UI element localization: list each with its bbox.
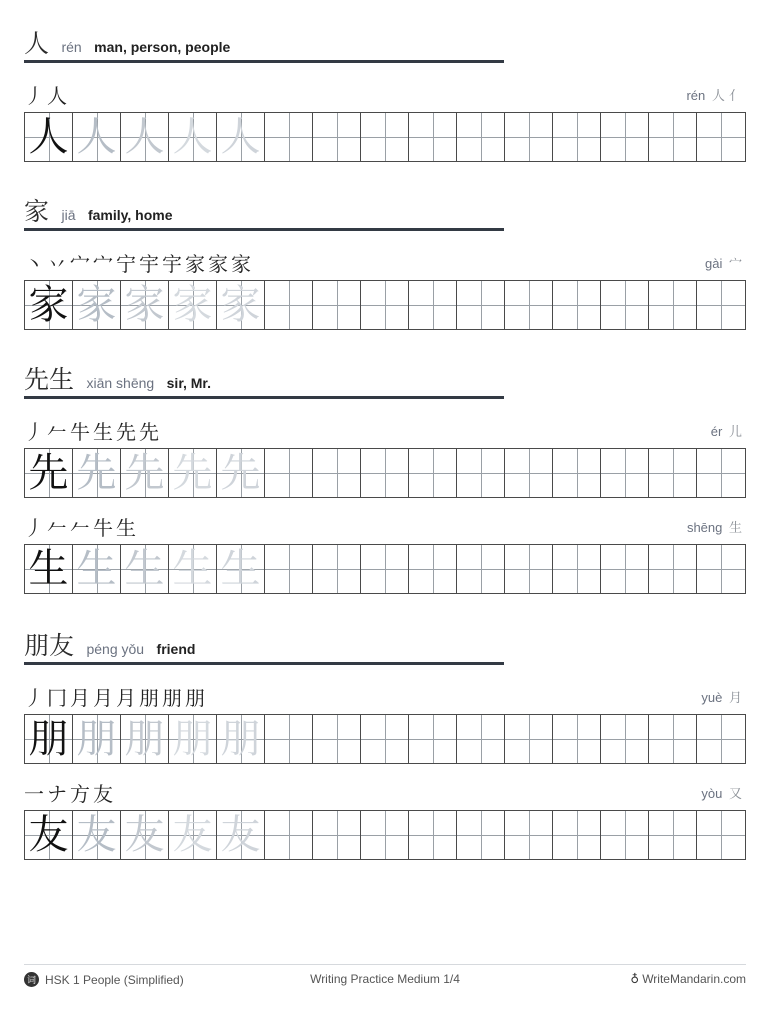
stroke-step: 宁 xyxy=(116,252,136,276)
empty-practice-cell xyxy=(265,811,313,859)
empty-practice-cell xyxy=(697,545,745,593)
trace-character: 朋 xyxy=(124,716,165,762)
trace-cell xyxy=(217,281,265,329)
stroke-step: 宇 xyxy=(139,252,159,276)
empty-practice-cell xyxy=(697,811,745,859)
stroke-step: 友 xyxy=(93,782,113,806)
trace-character: 人 xyxy=(124,114,165,160)
stroke-step: 丿 xyxy=(24,516,44,540)
radical-pinyin: yòu xyxy=(701,786,723,801)
empty-practice-cell xyxy=(265,449,313,497)
empty-practice-cell xyxy=(265,113,313,161)
stroke-sequence xyxy=(24,84,70,108)
trace-cell xyxy=(169,449,217,497)
stroke-order-row xyxy=(24,776,746,806)
empty-practice-cell xyxy=(505,811,553,859)
radical-pinyin: ér xyxy=(710,424,723,439)
empty-practice-cell xyxy=(457,715,505,763)
practice-grid xyxy=(24,448,746,498)
word-header xyxy=(24,626,195,660)
empty-practice-cell xyxy=(649,715,697,763)
stroke-step: 朋 xyxy=(185,686,205,710)
stroke-step: 牛 xyxy=(70,420,90,444)
empty-practice-cell xyxy=(409,281,457,329)
trace-character: 生 xyxy=(220,546,261,592)
practice-grid xyxy=(24,112,746,162)
empty-practice-cell xyxy=(649,281,697,329)
trace-character: 先 xyxy=(220,450,261,496)
stroke-step: 𠂉 xyxy=(47,516,67,540)
stroke-step: 家 xyxy=(185,252,205,276)
word-pinyin: xiān shēng xyxy=(86,375,155,391)
empty-practice-cell xyxy=(649,811,697,859)
empty-practice-cell xyxy=(361,113,409,161)
trace-cell xyxy=(121,811,169,859)
trace-cell xyxy=(73,545,121,593)
trace-cell xyxy=(121,113,169,161)
stroke-sequence xyxy=(24,686,208,710)
model-cell xyxy=(25,811,73,859)
empty-practice-cell xyxy=(313,545,361,593)
trace-cell xyxy=(169,113,217,161)
empty-practice-cell xyxy=(505,449,553,497)
empty-practice-cell xyxy=(553,113,601,161)
empty-practice-cell xyxy=(265,545,313,593)
stroke-step: 家 xyxy=(231,252,251,276)
radical-pinyin: shēng xyxy=(686,520,723,535)
trace-cell xyxy=(121,715,169,763)
word-hanzi: 朋友 xyxy=(24,631,75,660)
empty-practice-cell xyxy=(505,545,553,593)
empty-practice-cell xyxy=(601,545,649,593)
empty-practice-cell xyxy=(601,449,649,497)
radical-info xyxy=(687,517,742,536)
stroke-step: 宀 xyxy=(93,252,113,276)
page-footer xyxy=(24,972,746,992)
stroke-order-row xyxy=(24,246,746,276)
stroke-step: 月 xyxy=(93,686,113,710)
trace-cell xyxy=(217,715,265,763)
empty-practice-cell xyxy=(553,811,601,859)
model-character: 人 xyxy=(28,114,69,160)
footer-deck-title: HSK 1 People (Simplified) xyxy=(45,972,184,987)
trace-cell xyxy=(169,281,217,329)
site-logo-icon: 词 xyxy=(24,972,39,987)
word-meaning: family, home xyxy=(87,207,173,223)
radical-char: 生 xyxy=(728,521,742,536)
empty-practice-cell xyxy=(457,545,505,593)
word-divider xyxy=(24,662,504,665)
trace-character: 生 xyxy=(76,546,117,592)
stroke-step: 牛 xyxy=(93,516,113,540)
trace-character: 友 xyxy=(124,812,165,858)
model-character: 生 xyxy=(28,546,69,592)
stroke-step: 丷 xyxy=(47,252,67,276)
empty-practice-cell xyxy=(601,715,649,763)
stroke-step: 丿 xyxy=(24,686,44,710)
empty-practice-cell xyxy=(553,715,601,763)
model-cell xyxy=(25,715,73,763)
radical-info xyxy=(705,253,742,272)
stroke-order-row xyxy=(24,414,746,444)
word-meaning: friend xyxy=(156,641,196,657)
stroke-step: 月 xyxy=(70,686,90,710)
word-section-2 xyxy=(24,192,746,332)
empty-practice-cell xyxy=(409,449,457,497)
empty-practice-cell xyxy=(313,811,361,859)
stroke-step: 丿 xyxy=(24,420,44,444)
empty-practice-cell xyxy=(457,113,505,161)
trace-character: 友 xyxy=(76,812,117,858)
stroke-step: 丶 xyxy=(24,252,44,276)
stroke-order-row xyxy=(24,510,746,540)
empty-practice-cell xyxy=(553,449,601,497)
trace-character: 朋 xyxy=(76,716,117,762)
empty-practice-cell xyxy=(697,715,745,763)
trace-cell xyxy=(73,811,121,859)
stroke-step: 丿 xyxy=(24,84,44,108)
stroke-step: 方 xyxy=(70,782,90,806)
model-character: 先 xyxy=(28,450,69,496)
trace-character: 朋 xyxy=(220,716,261,762)
footer-page-info: Writing Practice Medium 1/4 xyxy=(310,972,460,986)
stroke-step: 家 xyxy=(208,252,228,276)
stroke-step: 生 xyxy=(93,420,113,444)
model-character: 朋 xyxy=(28,716,69,762)
trace-character: 人 xyxy=(76,114,117,160)
empty-practice-cell xyxy=(313,715,361,763)
empty-practice-cell xyxy=(697,281,745,329)
word-pinyin: jiā xyxy=(61,207,76,223)
trace-character: 人 xyxy=(220,114,261,160)
empty-practice-cell xyxy=(601,113,649,161)
radical-char: 人 亻 xyxy=(711,89,742,104)
word-divider xyxy=(24,60,504,63)
empty-practice-cell xyxy=(361,449,409,497)
stroke-order-row xyxy=(24,78,746,108)
globe-icon: ♁ xyxy=(630,972,640,986)
radical-info xyxy=(686,85,742,104)
practice-grid xyxy=(24,280,746,330)
word-header xyxy=(24,24,230,58)
word-hanzi: 先生 xyxy=(24,365,75,394)
model-character: 家 xyxy=(28,282,69,328)
trace-cell xyxy=(169,811,217,859)
stroke-step: 𠂉 xyxy=(47,420,67,444)
stroke-step: 宀 xyxy=(70,252,90,276)
empty-practice-cell xyxy=(505,715,553,763)
word-divider xyxy=(24,228,504,231)
trace-character: 生 xyxy=(124,546,165,592)
trace-character: 家 xyxy=(76,282,117,328)
word-divider xyxy=(24,396,504,399)
stroke-step: 月 xyxy=(116,686,136,710)
trace-character: 先 xyxy=(172,450,213,496)
footer-divider xyxy=(24,964,746,965)
stroke-sequence xyxy=(24,420,162,444)
trace-cell xyxy=(73,715,121,763)
empty-practice-cell xyxy=(505,113,553,161)
stroke-sequence xyxy=(24,782,116,806)
stroke-step: 生 xyxy=(116,516,136,540)
trace-cell xyxy=(73,113,121,161)
empty-practice-cell xyxy=(361,281,409,329)
model-cell xyxy=(25,449,73,497)
trace-character: 人 xyxy=(172,114,213,160)
trace-character: 家 xyxy=(220,282,261,328)
model-cell xyxy=(25,545,73,593)
trace-character: 友 xyxy=(172,812,213,858)
trace-cell xyxy=(217,811,265,859)
stroke-step: 一 xyxy=(24,782,44,806)
empty-practice-cell xyxy=(409,811,457,859)
empty-practice-cell xyxy=(409,715,457,763)
word-header xyxy=(24,360,211,394)
empty-practice-cell xyxy=(697,449,745,497)
word-section-4 xyxy=(24,626,746,866)
trace-cell xyxy=(121,281,169,329)
word-header xyxy=(24,192,172,226)
footer-right xyxy=(630,972,746,986)
stroke-sequence xyxy=(24,516,139,540)
stroke-order-row xyxy=(24,680,746,710)
trace-cell xyxy=(73,449,121,497)
word-section-3 xyxy=(24,360,746,600)
empty-practice-cell xyxy=(649,545,697,593)
word-meaning: man, person, people xyxy=(94,39,231,55)
empty-practice-cell xyxy=(601,281,649,329)
trace-character: 家 xyxy=(172,282,213,328)
empty-practice-cell xyxy=(697,113,745,161)
radical-char: 儿 xyxy=(728,425,742,440)
empty-practice-cell xyxy=(409,113,457,161)
trace-cell xyxy=(217,449,265,497)
empty-practice-cell xyxy=(361,811,409,859)
empty-practice-cell xyxy=(313,449,361,497)
radical-pinyin: yuè xyxy=(701,690,723,705)
trace-cell xyxy=(217,113,265,161)
stroke-step: 𠂉 xyxy=(70,516,90,540)
stroke-step: 先 xyxy=(116,420,136,444)
practice-grid xyxy=(24,810,746,860)
word-pinyin: péng yǒu xyxy=(86,641,145,657)
empty-practice-cell xyxy=(265,715,313,763)
model-character: 友 xyxy=(28,812,69,858)
word-section-1 xyxy=(24,24,746,164)
empty-practice-cell xyxy=(457,281,505,329)
radical-info xyxy=(701,783,742,802)
empty-practice-cell xyxy=(361,715,409,763)
empty-practice-cell xyxy=(505,281,553,329)
practice-grid xyxy=(24,714,746,764)
radical-info xyxy=(711,421,742,440)
empty-practice-cell xyxy=(313,113,361,161)
radical-info xyxy=(701,687,742,706)
empty-practice-cell xyxy=(457,449,505,497)
model-cell xyxy=(25,281,73,329)
stroke-step: 人 xyxy=(47,84,67,108)
empty-practice-cell xyxy=(457,811,505,859)
trace-character: 生 xyxy=(172,546,213,592)
stroke-step: 冂 xyxy=(47,686,67,710)
practice-grid xyxy=(24,544,746,594)
empty-practice-cell xyxy=(313,281,361,329)
footer-site-link[interactable]: WriteMandarin.com xyxy=(642,972,746,986)
empty-practice-cell xyxy=(601,811,649,859)
trace-cell xyxy=(121,449,169,497)
trace-cell xyxy=(217,545,265,593)
stroke-step: 朋 xyxy=(162,686,182,710)
stroke-step: 宇 xyxy=(162,252,182,276)
trace-character: 家 xyxy=(124,282,165,328)
trace-character: 友 xyxy=(220,812,261,858)
model-cell xyxy=(25,113,73,161)
empty-practice-cell xyxy=(553,545,601,593)
word-hanzi: 人 xyxy=(24,29,50,58)
trace-cell xyxy=(73,281,121,329)
empty-practice-cell xyxy=(409,545,457,593)
empty-practice-cell xyxy=(265,281,313,329)
stroke-sequence xyxy=(24,252,254,276)
radical-char: 又 xyxy=(728,787,742,802)
trace-character: 先 xyxy=(76,450,117,496)
trace-cell xyxy=(169,715,217,763)
empty-practice-cell xyxy=(649,449,697,497)
trace-character: 朋 xyxy=(172,716,213,762)
radical-pinyin: gài xyxy=(705,256,723,271)
radical-pinyin: rén xyxy=(686,88,706,103)
word-pinyin: rén xyxy=(61,39,82,55)
stroke-step: 朋 xyxy=(139,686,159,710)
word-meaning: sir, Mr. xyxy=(166,375,211,391)
empty-practice-cell xyxy=(361,545,409,593)
word-hanzi: 家 xyxy=(24,197,50,226)
radical-char: 宀 xyxy=(728,257,742,272)
radical-char: 月 xyxy=(728,691,742,706)
trace-cell xyxy=(169,545,217,593)
stroke-step: ナ xyxy=(47,782,67,806)
trace-cell xyxy=(121,545,169,593)
empty-practice-cell xyxy=(553,281,601,329)
stroke-step: 先 xyxy=(139,420,159,444)
trace-character: 先 xyxy=(124,450,165,496)
empty-practice-cell xyxy=(649,113,697,161)
